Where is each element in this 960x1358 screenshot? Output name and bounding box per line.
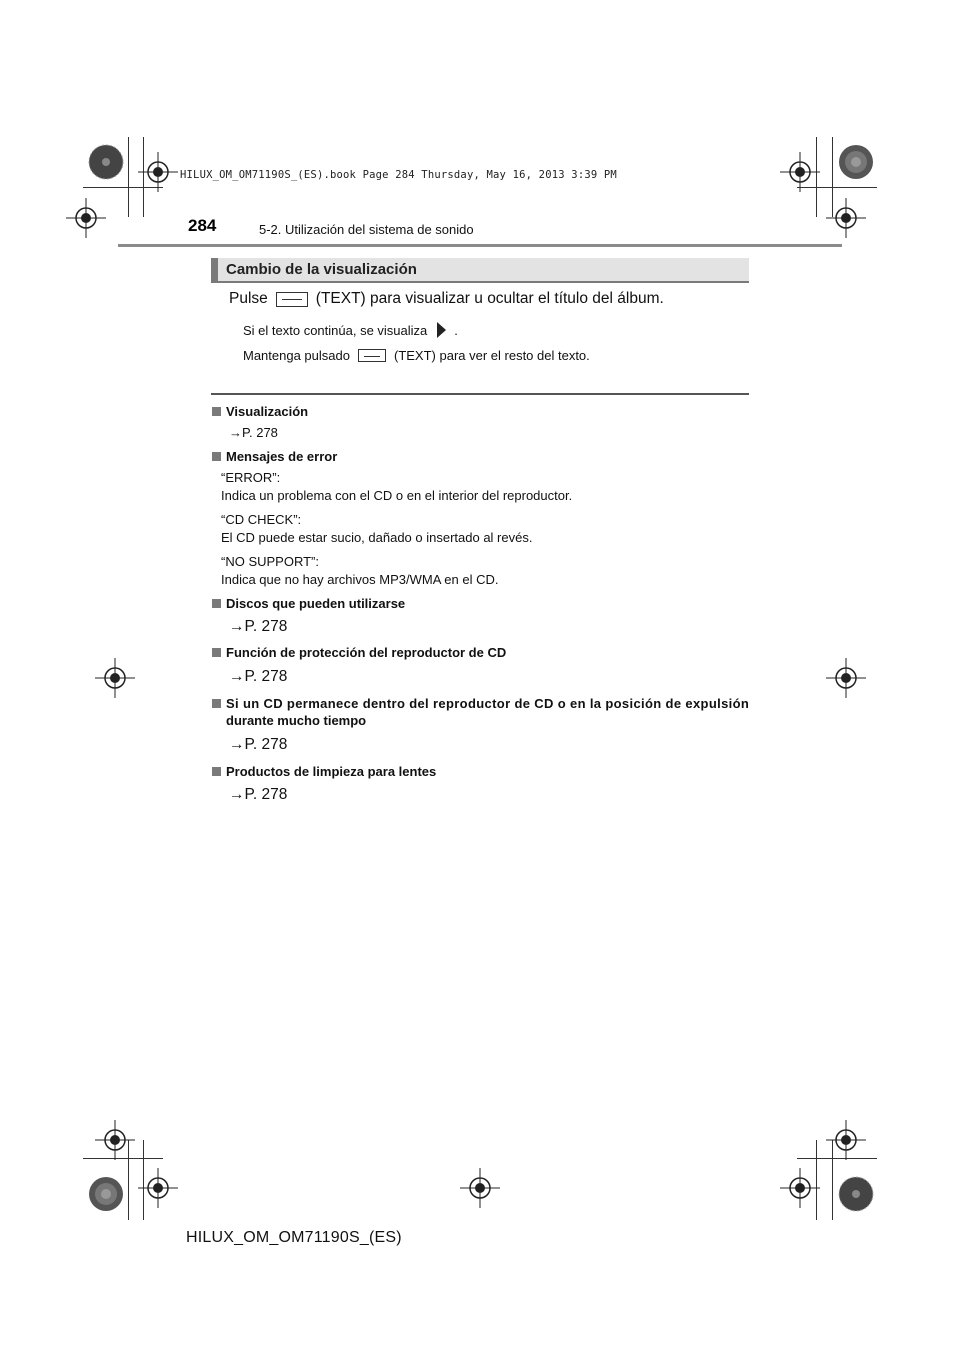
- section-divider: [211, 393, 749, 395]
- footer-code: HILUX_OM_OM71190S_(ES): [186, 1229, 402, 1246]
- page-reference: →P. 278: [229, 736, 288, 753]
- crop-line: [128, 137, 129, 217]
- note-heading: [212, 596, 405, 611]
- color-wheel-icon: [88, 1176, 124, 1217]
- note-heading: [212, 764, 436, 779]
- registration-mark-icon: [780, 152, 820, 192]
- note-heading-text: Discos que pueden utilizarse: [226, 596, 406, 611]
- square-bullet-icon: [212, 699, 221, 708]
- page-reference: →P. 278: [229, 668, 288, 685]
- registration-mark-icon: [460, 1168, 500, 1208]
- instruction-line: [229, 290, 664, 308]
- square-bullet-icon: [212, 767, 221, 776]
- error-label: “CD CHECK”:: [221, 512, 302, 527]
- square-bullet-icon: [212, 407, 221, 416]
- error-label: “NO SUPPORT”:: [221, 554, 319, 569]
- note-heading-text: Productos de limpieza para lentes: [226, 764, 437, 779]
- sub1-before: Si el texto continúa, se visualiza: [243, 322, 428, 338]
- registration-mark-icon: [138, 1168, 178, 1208]
- header-rule: [118, 244, 842, 247]
- registration-mark-icon: [826, 658, 866, 698]
- heading-underline: [211, 281, 749, 283]
- registration-mark-icon: [95, 658, 135, 698]
- error-description: Indica que no hay archivos MP3/WMA en el CD.: [221, 572, 499, 587]
- page-reference: →P. 278: [229, 786, 288, 803]
- registration-mark-icon: [138, 152, 178, 192]
- sub1-after: .: [454, 322, 458, 338]
- page-number: 284: [188, 216, 217, 235]
- registration-mark-icon: [95, 1120, 135, 1160]
- error-label: “ERROR”:: [221, 470, 281, 485]
- book-info-line: HILUX_OM_OM71190S_(ES).book Page 284 Thursday, May 16, 2013 3:39 PM: [180, 169, 617, 181]
- note-heading: [212, 645, 506, 660]
- error-description: Indica un problema con el CD o en el interior del reproductor.: [221, 488, 573, 503]
- registration-mark-icon: [66, 198, 106, 238]
- triangle-right-icon: [437, 322, 446, 338]
- note-heading-text: Mensajes de error: [226, 449, 338, 464]
- sub2-before: Mantenga pulsado: [243, 348, 350, 363]
- instruction-after: (TEXT) para visualizar u ocultar el título del álbum.: [315, 290, 664, 307]
- note-heading-text: durante mucho tiempo: [226, 713, 367, 728]
- section-heading-text: Cambio de la visualización: [226, 261, 417, 278]
- sub-line-hold: [243, 348, 590, 363]
- square-bullet-icon: [212, 599, 221, 608]
- text-button-icon: [276, 292, 308, 307]
- color-wheel-icon: [88, 144, 124, 185]
- square-bullet-icon: [212, 648, 221, 657]
- note-heading: [212, 696, 749, 711]
- section-title: 5-2. Utilización del sistema de sonido: [259, 222, 474, 237]
- note-heading-text: Visualización: [226, 404, 309, 419]
- instruction-before: Pulse: [229, 290, 268, 307]
- square-bullet-icon: [212, 452, 221, 461]
- note-heading-text: Si un CD permanece dentro del reproductor de CD o en la posición de expulsión: [226, 696, 750, 711]
- text-button-icon: [358, 349, 386, 362]
- heading-bar: [211, 258, 218, 281]
- sub-line-continue: [243, 322, 458, 338]
- registration-mark-icon: [826, 198, 866, 238]
- note-heading-continuation: [226, 713, 366, 728]
- page-reference: →P. 278: [229, 618, 288, 635]
- registration-mark-icon: [826, 1120, 866, 1160]
- page-reference: →P. 278: [229, 425, 278, 440]
- color-wheel-icon: [838, 1176, 874, 1217]
- note-heading-text: Función de protección del reproductor de CD: [226, 645, 507, 660]
- note-heading: [212, 449, 337, 464]
- section-heading: [211, 258, 749, 281]
- sub2-after: (TEXT) para ver el resto del texto.: [393, 348, 590, 363]
- registration-mark-icon: [780, 1168, 820, 1208]
- note-heading: [212, 404, 308, 419]
- color-wheel-icon: [838, 144, 874, 185]
- error-description: El CD puede estar sucio, dañado o insertado al revés.: [221, 530, 533, 545]
